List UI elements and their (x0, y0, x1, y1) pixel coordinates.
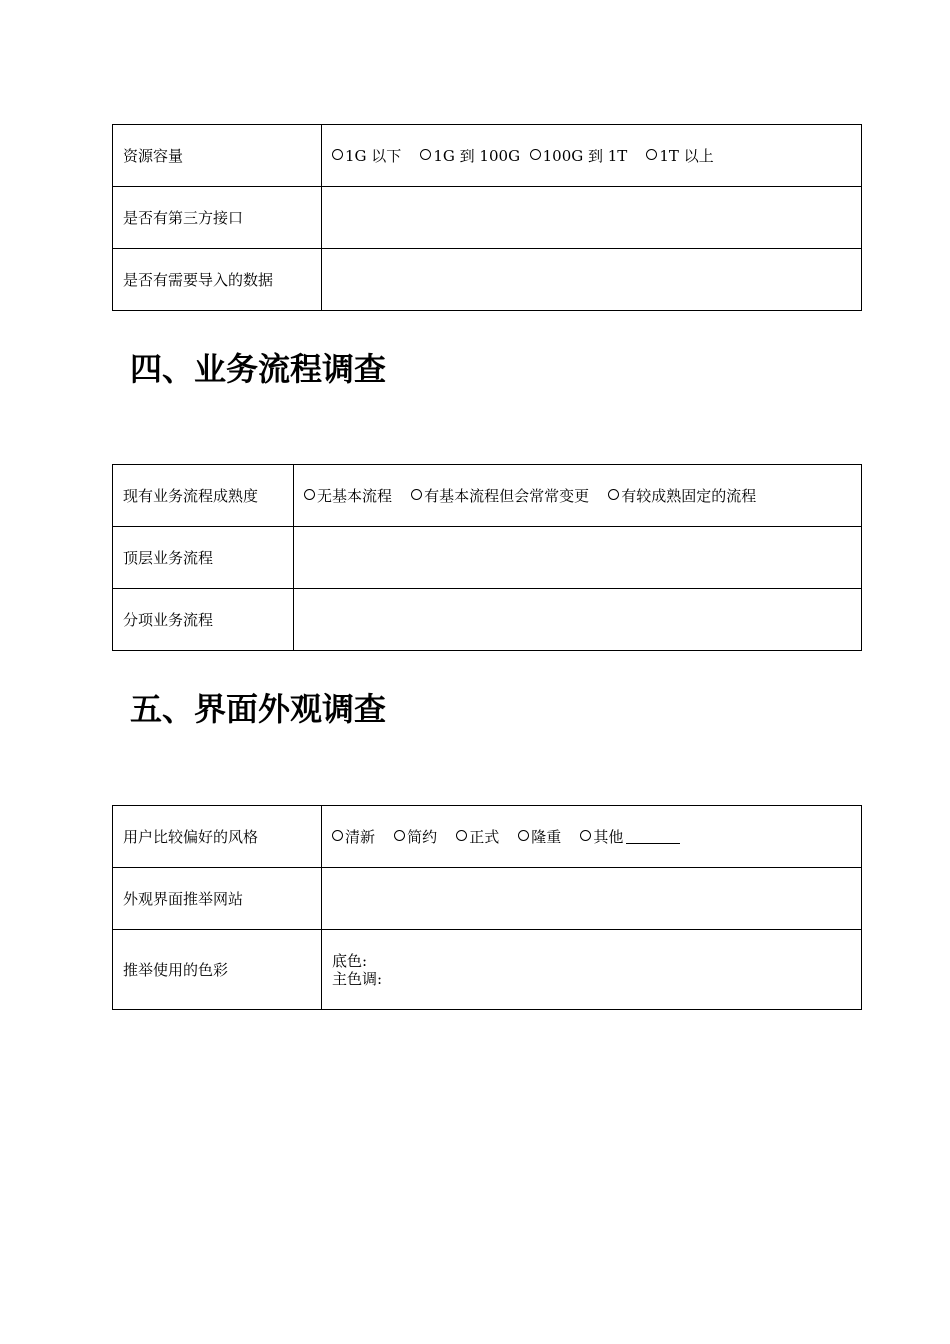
radio-circle-icon (456, 830, 467, 841)
radio-circle-icon (332, 830, 343, 841)
row-label: 顶层业务流程 (113, 527, 294, 589)
radio-circle-icon (420, 149, 431, 160)
radio-circle-icon (411, 489, 422, 500)
table-row (113, 125, 862, 187)
maturity-options (294, 465, 862, 527)
resource-table (112, 124, 862, 311)
radio-circle-icon (394, 830, 405, 841)
radio-circle-icon (304, 489, 315, 500)
table-row (113, 930, 862, 1010)
row-label: 资源容量 (113, 125, 322, 187)
color-field[interactable] (322, 930, 862, 1010)
recommended-site-field[interactable] (322, 868, 862, 930)
row-label: 外观界面推举网站 (113, 868, 322, 930)
row-label: 现有业务流程成熟度 (113, 465, 294, 527)
radio-circle-icon (518, 830, 529, 841)
top-level-process-field[interactable] (294, 527, 862, 589)
table-row (113, 589, 862, 651)
radio-option[interactable]: 简约 (394, 828, 437, 846)
radio-option[interactable]: 无基本流程 (304, 487, 392, 505)
table-row (113, 187, 862, 249)
radio-option[interactable]: 有较成熟固定的流程 (608, 487, 756, 505)
radio-circle-icon (530, 149, 541, 160)
background-color-label: 底色: (332, 951, 368, 970)
business-process-table (112, 464, 862, 651)
radio-option[interactable]: 有基本流程但会常常变更 (411, 487, 589, 505)
main-tone-label: 主色调: (332, 969, 383, 988)
row-label: 是否有第三方接口 (113, 187, 322, 249)
sub-process-field[interactable] (294, 589, 862, 651)
radio-circle-icon (332, 149, 343, 160)
radio-option[interactable]: 1G 以下 (332, 147, 401, 165)
radio-option[interactable]: 100G 到 1T (530, 147, 628, 165)
ui-appearance-table (112, 805, 862, 1010)
table-row (113, 868, 862, 930)
table-row (113, 527, 862, 589)
row-label: 分项业务流程 (113, 589, 294, 651)
section-heading-ui-appearance: 五、界面外观调查 (130, 690, 387, 728)
row-label: 是否有需要导入的数据 (113, 249, 322, 311)
row-label: 用户比较偏好的风格 (113, 806, 322, 868)
third-party-interface-field[interactable] (322, 187, 862, 249)
row-label: 推举使用的色彩 (113, 930, 322, 1010)
radio-option[interactable]: 其他 (580, 828, 623, 846)
import-data-field[interactable] (322, 249, 862, 311)
radio-option[interactable]: 正式 (456, 828, 499, 846)
radio-option[interactable]: 隆重 (518, 828, 561, 846)
radio-circle-icon (646, 149, 657, 160)
table-row (113, 249, 862, 311)
table-row (113, 465, 862, 527)
capacity-options (322, 125, 862, 187)
radio-circle-icon (580, 830, 591, 841)
table-row (113, 806, 862, 868)
radio-option[interactable]: 1T 以上 (646, 147, 713, 165)
radio-option[interactable]: 1G 到 100G (420, 147, 520, 165)
section-heading-business-process: 四、业务流程调查 (130, 350, 387, 388)
radio-circle-icon (608, 489, 619, 500)
radio-option[interactable]: 清新 (332, 828, 375, 846)
style-options (322, 806, 862, 868)
other-style-blank[interactable] (626, 829, 680, 844)
